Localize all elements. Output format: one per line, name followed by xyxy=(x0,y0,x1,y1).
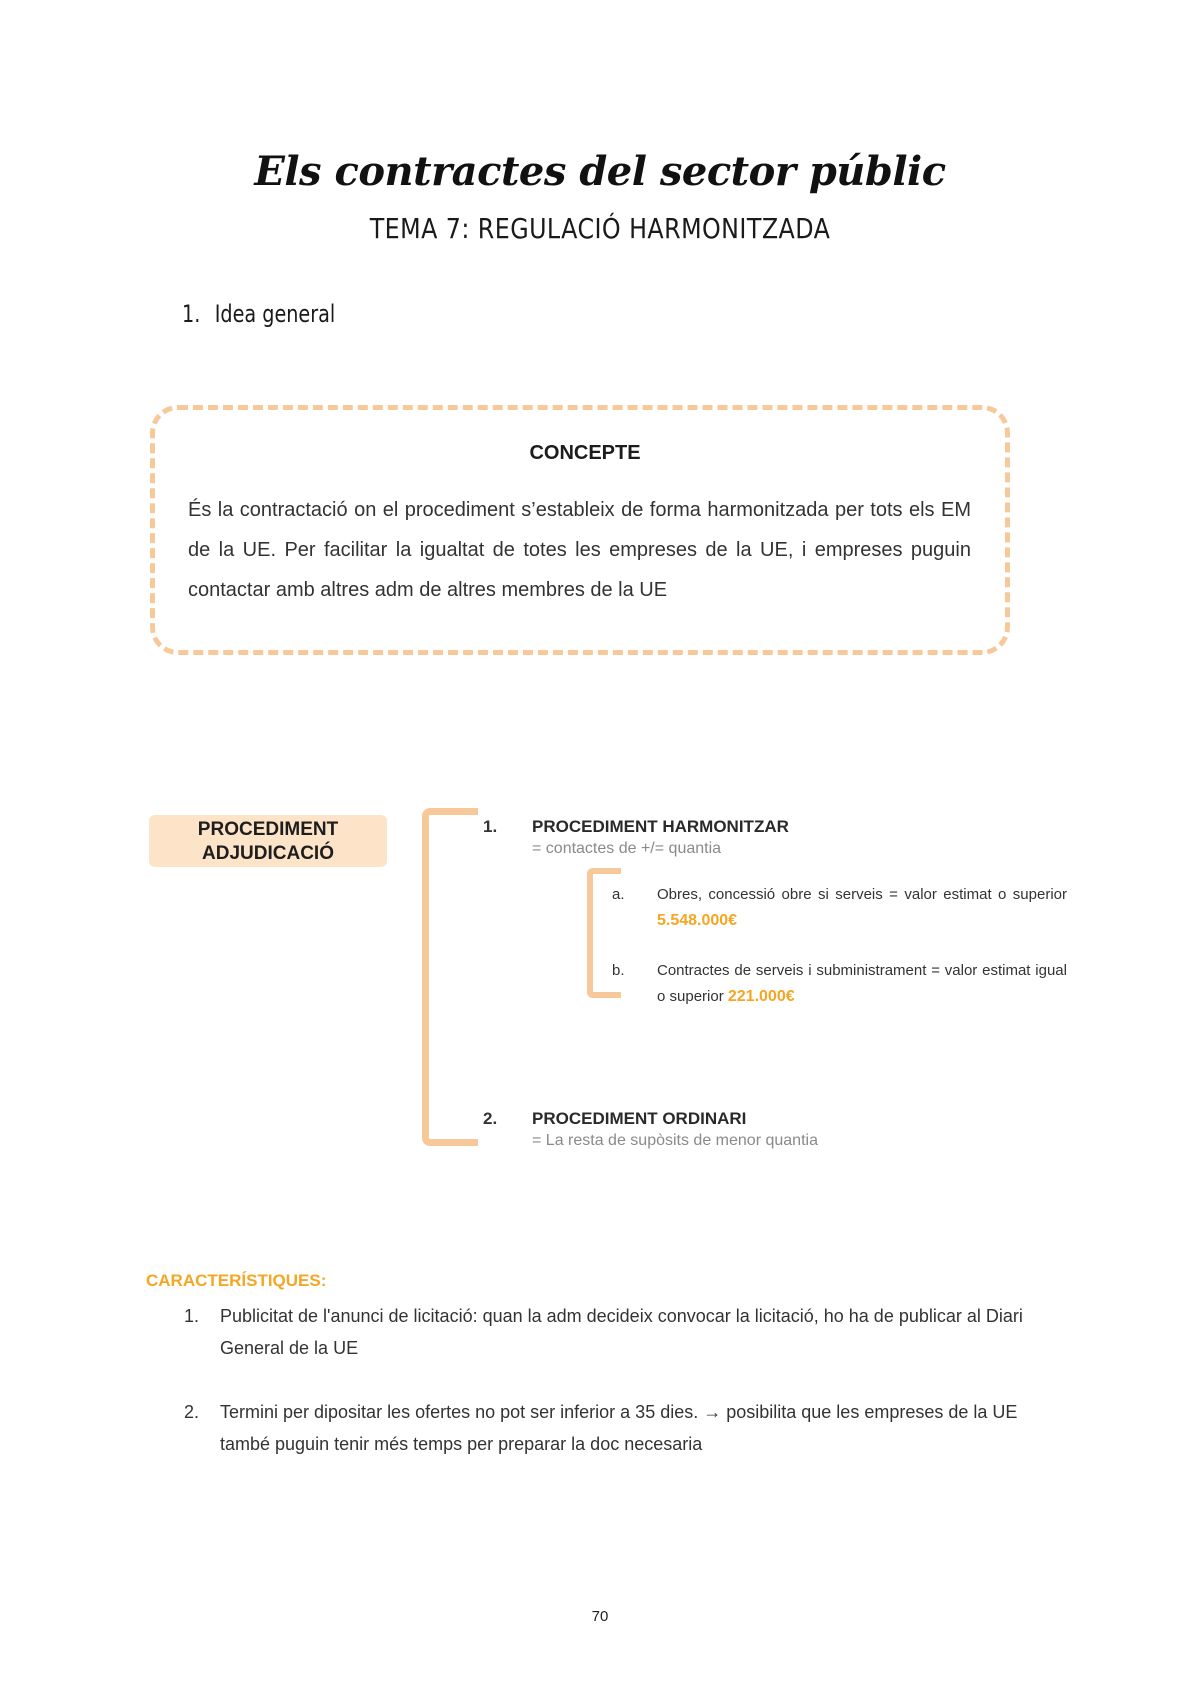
item-1-subtitle: = contactes de +/= quantia xyxy=(532,840,722,857)
concept-title: CONCEPTE xyxy=(529,442,641,464)
subitem-a-letter: a. xyxy=(612,886,625,903)
caracteristiques-heading: CARACTERÍSTIQUES: xyxy=(146,1271,327,1290)
list-item xyxy=(146,1396,1066,1460)
subitem-a-amount: 5.548.000€ xyxy=(657,912,738,929)
procediment-label-line2: ADJUDICACIÓ xyxy=(202,843,334,864)
section-title: Idea general xyxy=(214,300,336,328)
caracteristiques-list xyxy=(146,1300,1066,1492)
list-item-text: Termini per dipositar les ofertes no pot ser inferior a 35 dies. → posibilita que les empreses de la UE també puguin tenir més temps per preparar la doc necesaria xyxy=(220,1402,1018,1454)
subitem-b-amount: 221.000€ xyxy=(727,988,795,1005)
item-2-number: 2. xyxy=(483,1109,498,1128)
item-1-number: 1. xyxy=(483,817,498,836)
subitem-a-text: Obres, concessió obre si serveis = valor estimat o superior xyxy=(657,886,1067,903)
item-1-title: PROCEDIMENT HARMONITZAR xyxy=(532,817,789,836)
list-item xyxy=(146,1300,1066,1364)
list-item-number: 1. xyxy=(184,1306,200,1326)
procediment-label-line1: PROCEDIMENT xyxy=(197,819,339,840)
subitem-b xyxy=(657,958,1067,1010)
section-heading xyxy=(182,300,335,328)
subitem-b-letter: b. xyxy=(612,962,625,979)
section-number: 1. xyxy=(182,300,201,328)
concept-text: És la contractació on el procediment s’estableix de forma harmonitzada per tots els EM de la UE. Per facilitar la igualtat de totes les empreses de la UE, i empreses puguin contactar amb altres adm de altres membres de la UE xyxy=(188,499,971,601)
main-bracket xyxy=(422,808,478,1146)
subitem-a xyxy=(657,882,1067,934)
document-subtitle: TEMA 7: REGULACIÓ HARMONITZADA xyxy=(369,212,831,245)
item-2-subtitle: = La resta de supòsits de menor quantia xyxy=(532,1132,818,1149)
list-item-number: 2. xyxy=(184,1402,200,1422)
procediment-label xyxy=(149,815,387,867)
document-title: Els contractes del sector públic xyxy=(254,148,946,195)
list-item-text: Publicitat de l'anunci de licitació: quan la adm decideix convocar la licitació, ho ha de publicar al Diari General de la UE xyxy=(220,1306,1023,1358)
page-number: 70 xyxy=(591,1608,609,1625)
item-2-title: PROCEDIMENT ORDINARI xyxy=(532,1109,747,1128)
subitem-b-text: Contractes de serveis i subministrament = valor estimat igual o superior xyxy=(657,962,1067,1005)
concept-box xyxy=(150,405,1010,655)
